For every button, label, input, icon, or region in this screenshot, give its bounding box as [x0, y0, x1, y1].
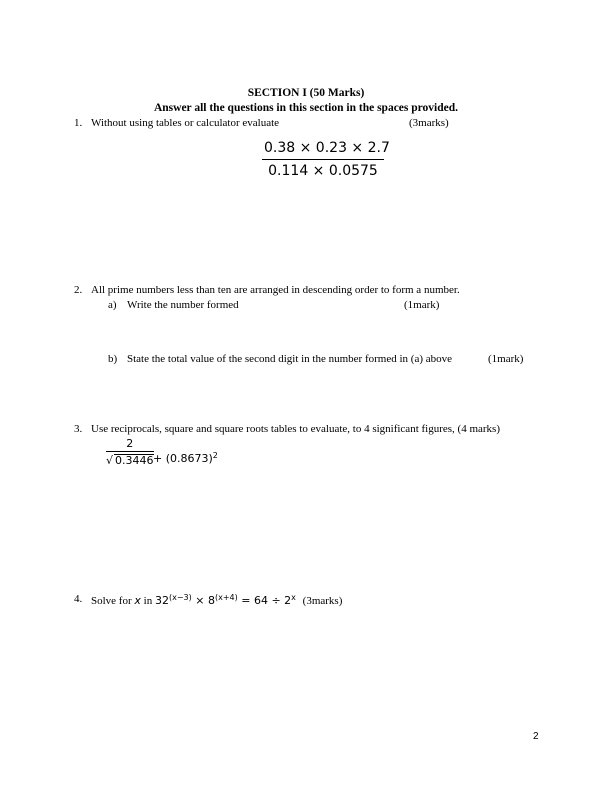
q4-in: in: [143, 595, 153, 607]
q2-text: All prime numbers less than ten are arranged in descending order to form a number.: [91, 284, 460, 296]
q3-number: 3.: [74, 423, 83, 435]
q3-radicand: 0.3446: [115, 454, 154, 467]
q4-equation: [155, 594, 296, 607]
q3-plus-term: [153, 451, 218, 465]
q3-denominator: [106, 452, 154, 467]
q4-exp3: x: [291, 593, 296, 602]
q2b-marks: (1mark): [488, 353, 524, 365]
section-instruction: Answer all the questions in this section in the spaces provided.: [153, 102, 459, 114]
page-number: 2: [533, 731, 539, 742]
q3-fraction: [106, 437, 154, 467]
q4-base1: 32: [154, 594, 169, 607]
q1-numerator: 0.38 × 0.23 × 2.7: [262, 140, 384, 160]
q3-text: Use reciprocals, square and square roots tables to evaluate, to 4 significant figures, (4 marks): [91, 423, 501, 435]
square-root-icon: √: [106, 454, 114, 467]
q2-number: 2.: [74, 284, 83, 296]
q4-base2: 8: [207, 594, 215, 607]
q4-variable: x: [134, 594, 141, 607]
q2b-text: State the total value of the second digit in the number formed in (a) above: [127, 353, 453, 365]
q4-times: ×: [195, 594, 205, 607]
q3-exponent: 2: [212, 451, 218, 460]
q2a-label: a): [108, 299, 117, 311]
q1-denominator: 0.114 × 0.0575: [268, 163, 378, 179]
section-title: SECTION I (50 Marks): [247, 87, 365, 99]
q4-exp1: (x−3): [168, 593, 192, 602]
q4-number: 4.: [74, 593, 83, 605]
q1-marks: (3marks): [409, 117, 449, 129]
q2b-label: b): [108, 353, 118, 365]
q2a-text: Write the number formed: [127, 299, 239, 311]
q4-text: [91, 593, 342, 607]
q4-exp2: (x+4): [214, 593, 238, 602]
q4-prefix: Solve for: [91, 595, 132, 607]
q4-rhs: = 64 ÷ 2: [241, 594, 292, 607]
q4-marks: (3marks): [302, 595, 343, 607]
q2a-marks: (1mark): [404, 299, 440, 311]
q1-text: Without using tables or calculator evaluate: [91, 117, 280, 129]
q1-fraction: [262, 140, 390, 179]
q3-plus-base: + (0.8673): [153, 452, 213, 465]
q1-number: 1.: [74, 117, 83, 129]
q3-numerator: 2: [106, 437, 154, 452]
